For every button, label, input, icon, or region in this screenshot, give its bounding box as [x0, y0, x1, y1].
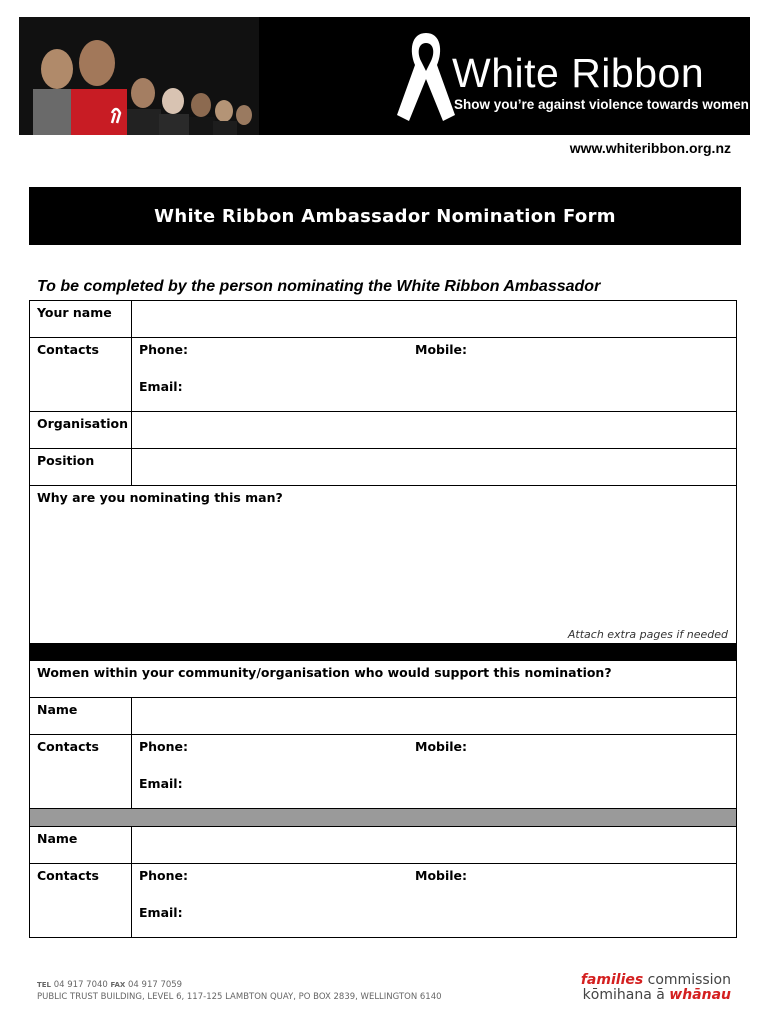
- position-label: Position: [30, 449, 132, 486]
- attach-note: Attach extra pages if needed: [567, 628, 728, 641]
- row-your-name: [30, 301, 737, 338]
- email-label: Email:: [139, 379, 183, 394]
- supporter-1-email-label: Email:: [139, 776, 183, 791]
- mobile-label: Mobile:: [415, 342, 468, 357]
- tel-number: 04 917 7040: [53, 980, 108, 990]
- row-contacts: [30, 338, 737, 412]
- fax-label: FAX: [110, 981, 126, 989]
- row-supporter-1-contacts: [30, 735, 737, 809]
- supporter-2-phone-label: Phone:: [139, 868, 189, 883]
- logo-komihana: kōmihana ā: [582, 987, 670, 1003]
- supporter-1-name-field[interactable]: [132, 698, 737, 735]
- supporter-2-name-field[interactable]: [132, 827, 737, 864]
- row-why: [30, 486, 737, 644]
- contacts-field[interactable]: [132, 338, 737, 412]
- your-name-field[interactable]: [132, 301, 737, 338]
- supporter-2-name-label: Name: [30, 827, 132, 864]
- ambassadors-photo: [19, 17, 259, 135]
- phone-label: Phone:: [139, 342, 189, 357]
- supporters-heading: Women within your community/organisation who would support this nomination?: [30, 661, 737, 698]
- supporter-2-contacts-field[interactable]: [132, 864, 737, 938]
- contacts-label: Contacts: [30, 338, 132, 412]
- supporter-2-email-label: Email:: [139, 905, 183, 920]
- supporter-1-contacts-label: Contacts: [30, 735, 132, 809]
- form-intro: To be completed by the person nominating the White Ribbon Ambassador: [37, 278, 601, 295]
- row-organisation: [30, 412, 737, 449]
- logo-commission: commission: [643, 972, 731, 988]
- row-supporter-1-name: [30, 698, 737, 735]
- fax-number: 04 917 7059: [128, 980, 183, 990]
- why-field[interactable]: [30, 486, 737, 644]
- families-commission-logo: [568, 973, 731, 1003]
- position-field[interactable]: [132, 449, 737, 486]
- your-name-label: Your name: [30, 301, 132, 338]
- organisation-field[interactable]: [132, 412, 737, 449]
- supporter-2-contacts-label: Contacts: [30, 864, 132, 938]
- brand-title: White Ribbon: [452, 50, 705, 96]
- form-title: White Ribbon Ambassador Nomination Form: [29, 187, 741, 245]
- supporter-1-contacts-field[interactable]: [132, 735, 737, 809]
- footer-contact: [37, 979, 442, 1003]
- supporter-1-phone-label: Phone:: [139, 739, 189, 754]
- organisation-label: Organisation: [30, 412, 132, 449]
- supporter-2-mobile-label: Mobile:: [415, 868, 468, 883]
- row-supporter-2-name: [30, 827, 737, 864]
- logo-whanau: whānau: [669, 987, 731, 1003]
- tel-label: TEL: [37, 981, 52, 989]
- website-link[interactable]: www.whiteribbon.org.nz: [569, 140, 731, 156]
- row-supporter-2-contacts: [30, 864, 737, 938]
- header-banner: [19, 17, 750, 135]
- dark-divider: [30, 644, 737, 661]
- footer-address: PUBLIC TRUST BUILDING, LEVEL 6, 117-125 LAMBTON QUAY, PO BOX 2839, WELLINGTON 6140: [37, 992, 442, 1002]
- supporter-1-mobile-label: Mobile:: [415, 739, 468, 754]
- nomination-form: [29, 300, 736, 938]
- logo-families: families: [580, 972, 644, 988]
- form-table: [29, 300, 737, 938]
- row-position: [30, 449, 737, 486]
- brand-tagline: Show you’re against violence towards women: [454, 97, 749, 112]
- why-label: Why are you nominating this man?: [37, 490, 283, 505]
- supporter-1-name-label: Name: [30, 698, 132, 735]
- white-ribbon-icon: [391, 25, 461, 129]
- row-supporters-heading: [30, 661, 737, 698]
- grey-divider: [30, 809, 737, 827]
